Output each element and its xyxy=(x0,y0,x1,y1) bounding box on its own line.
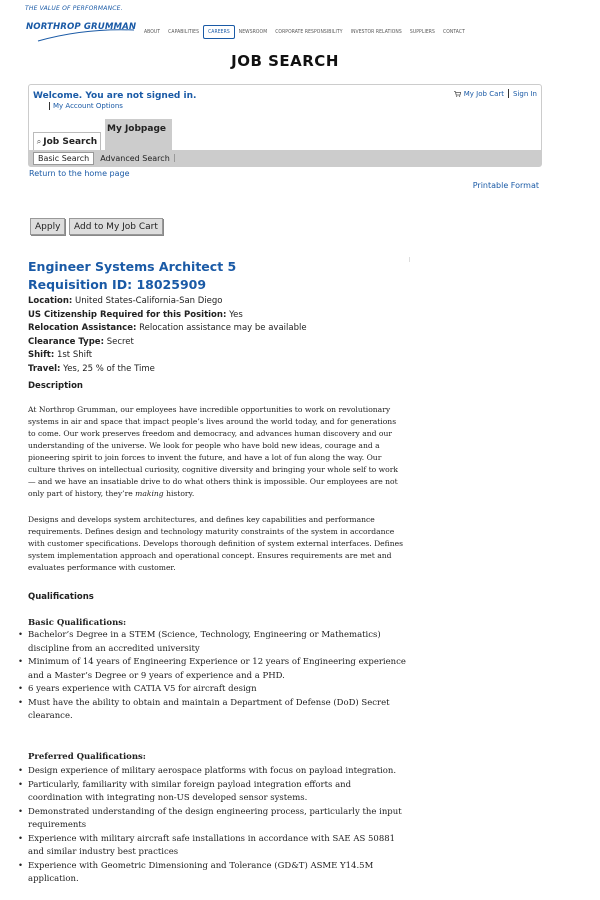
divider xyxy=(409,257,410,262)
field-shift xyxy=(28,349,307,363)
subtab-separator xyxy=(174,154,175,162)
field-label: Relocation Assistance: xyxy=(28,323,137,333)
requisition-id: 18025909 xyxy=(136,277,207,292)
description-text: At Northrop Grumman, our employees have incredible opportunities to work on revolutionary systems in air and space that impact people’s lives around the world today, and for generations to come. Our work preserves freedom and democracy, and advances human discovery and our understanding of the universe. We look for people who have bold new ideas, courage and a pioneering spirit to join forces to invent the future, and have a lot of fun along the way. Our culture thrives on intellectual curiosity, cognitive diversity and bringing your whole self to work — and we have an insatiable drive to do what others think is impossible. Our employees are not only part of history, they’re xyxy=(28,405,398,498)
my-job-cart-link[interactable]: My Job Cart xyxy=(463,89,504,98)
field-value: Yes xyxy=(229,309,243,320)
list-item: • Must have the ability to obtain and maintain a Department of Defense (DoD) Secret clearance. xyxy=(28,697,406,724)
basic-search-tab[interactable]: Basic Search xyxy=(33,152,94,165)
field-label: US Citizenship Required for this Position: xyxy=(28,309,227,320)
apply-button[interactable]: Apply xyxy=(30,218,65,235)
logo-text: NORTHROP GRUMMAN xyxy=(26,22,137,32)
tab-job-search-label: Job Search xyxy=(43,137,98,147)
field-label: Shift: xyxy=(28,350,55,360)
list-item: • 6 years experience with CATIA V5 for aircraft design xyxy=(28,683,406,697)
field-clearance xyxy=(28,336,307,350)
sign-in-link[interactable]: Sign In xyxy=(513,89,537,98)
field-citizenship xyxy=(28,309,307,323)
job-title: Engineer Systems Architect 5 xyxy=(28,259,237,274)
field-label: Clearance Type: xyxy=(28,336,104,347)
nav-suppliers[interactable]: SUPPLIERS xyxy=(409,29,435,35)
description-emphasis: making xyxy=(135,489,164,498)
nav-capabilities[interactable]: CAPABILITIES xyxy=(168,29,200,35)
nav-about[interactable]: ABOUT xyxy=(144,29,161,35)
field-value: Yes, 25 % of the Time xyxy=(63,363,155,374)
field-value: Relocation assistance may be available xyxy=(139,323,307,333)
field-value: United States-California-San Diego xyxy=(75,296,223,306)
welcome-message: Welcome. You are not signed in. xyxy=(33,91,197,101)
account-options-link[interactable]: My Account Options xyxy=(49,102,123,110)
return-home-link[interactable]: Return to the home page xyxy=(29,169,130,178)
list-item: • Experience with military aircraft safe installations in accordance with SAE AS 50881 and similar industry best practices xyxy=(28,833,406,860)
job-header xyxy=(28,258,236,294)
list-item: • Minimum of 14 years of Engineering Experience or 12 years of Engineering experience and a Master’s Degree or 9 years of experience and a PHD. xyxy=(28,656,406,683)
description-paragraph-2: Designs and develops system architectures, and defines key capabilities and performance requirements. Defines design and technology maturity constraints of the system in accordance with customer specifications. Develops thorough definition of system external interfaces. Defines system implementation approach and operational concept. Ensures requirements are met and evaluates performance with customer. xyxy=(28,515,404,572)
nav-careers[interactable]: CAREERS xyxy=(203,25,235,39)
advanced-search-tab[interactable]: Advanced Search xyxy=(100,153,170,163)
nav-corporate-responsibility[interactable]: CORPORATE RESPONSIBILITY xyxy=(275,29,343,35)
field-travel xyxy=(28,363,307,377)
field-label: Location: xyxy=(28,296,73,306)
list-item: • Design experience of military aerospace platforms with focus on payload integration. xyxy=(28,765,406,779)
cart-icon xyxy=(454,91,461,97)
nav-newsroom[interactable]: NEWSROOM xyxy=(238,29,268,35)
preferred-qualifications-list xyxy=(28,765,406,887)
list-item: • Experience with Geometric Dimensioning and Tolerance (GD&T) ASME Y14.5M application. xyxy=(28,860,406,887)
requisition-label: Requisition ID: xyxy=(28,277,133,292)
cart-signin-links xyxy=(454,89,537,98)
qualifications-heading: Qualifications xyxy=(28,592,94,602)
list-item: • Demonstrated understanding of the design engineering process, particularly the input requirements xyxy=(28,806,406,833)
search-icon: ⌕ xyxy=(36,137,42,146)
basic-qualifications-list xyxy=(28,629,406,724)
description-text-end: history. xyxy=(166,489,195,498)
field-value: 1st Shift xyxy=(56,350,93,360)
tagline: THE VALUE OF PERFORMANCE. xyxy=(25,5,123,12)
field-relocation xyxy=(28,322,307,336)
description-heading: Description xyxy=(28,381,83,391)
tab-my-jobpage[interactable] xyxy=(105,119,172,150)
printable-format-link[interactable]: Printable Format xyxy=(472,181,539,190)
job-fields xyxy=(28,295,307,376)
field-value: Secret xyxy=(106,336,134,347)
description-paragraph-1 xyxy=(28,404,404,500)
requisition-line xyxy=(28,276,236,294)
page-title: JOB SEARCH xyxy=(231,52,339,70)
northrop-grumman-logo[interactable] xyxy=(24,20,136,44)
link-separator xyxy=(508,89,509,98)
search-panel xyxy=(28,84,542,167)
search-subtabs xyxy=(29,150,541,166)
list-item: • Bachelor’s Degree in a STEM (Science, Technology, Engineering or Mathematics) discipline from an accredited university xyxy=(28,629,406,656)
preferred-qualifications-heading: Preferred Qualifications: xyxy=(28,752,146,762)
nav-contact[interactable]: CONTACT xyxy=(443,29,465,35)
list-item: • Particularly, familiarity with similar foreign payload integration efforts and coordination with integrating non-US developed sensor systems. xyxy=(28,779,406,806)
nav-investor-relations[interactable]: INVESTOR RELATIONS xyxy=(350,29,402,35)
top-navigation xyxy=(140,25,469,39)
logo-swoosh-icon xyxy=(24,20,136,44)
basic-qualifications-heading: Basic Qualifications: xyxy=(28,618,127,628)
tab-my-jobpage-label: My Jobpage xyxy=(107,124,166,134)
add-to-job-cart-button[interactable]: Add to My Job Cart xyxy=(69,218,163,235)
field-label: Travel: xyxy=(28,363,61,374)
field-location xyxy=(28,295,307,309)
tab-job-search[interactable] xyxy=(33,132,101,151)
